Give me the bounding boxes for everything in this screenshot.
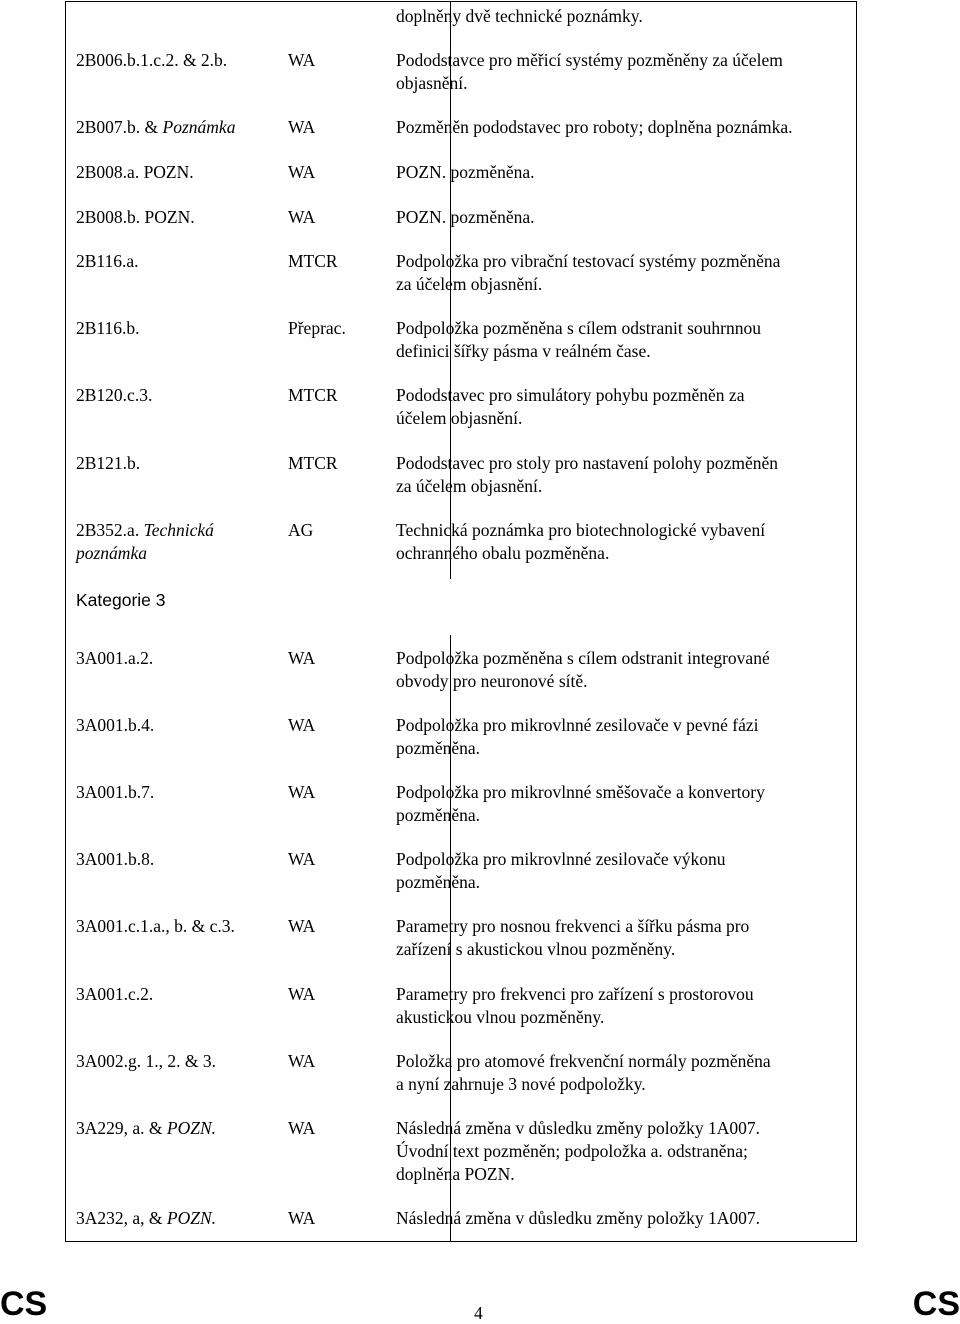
- change-line: Následná změna v důsledku změny položky 1A007.: [396, 1208, 761, 1228]
- regime-body: WA: [288, 1118, 316, 1138]
- regime-body: WA: [288, 162, 316, 182]
- change-line: Parametry pro frekvenci pro zařízení s prostorovou: [396, 984, 754, 1004]
- change-line: definici šířky pásma v reálném čase.: [396, 341, 651, 361]
- regime-body: MTCR: [288, 453, 338, 473]
- change-description: [396, 1117, 760, 1186]
- change-line: POZN. pozměněna.: [396, 207, 535, 227]
- regime-body: WA: [288, 648, 316, 668]
- change-description: [396, 714, 759, 760]
- item-code: 2B120.c.3.: [76, 385, 153, 405]
- item-code: 3A232, a, & POZN.: [76, 1208, 217, 1228]
- change-line: Pozměněn pododstavec pro roboty; doplněna poznámka.: [396, 117, 793, 137]
- change-line: pozměněna.: [396, 738, 481, 758]
- change-line: Technická poznámka pro biotechnologické vybavení: [396, 520, 766, 540]
- change-description: [396, 49, 783, 95]
- change-description: [396, 983, 754, 1029]
- regime-body: WA: [288, 117, 316, 137]
- regime-body: WA: [288, 782, 316, 802]
- item-code: 3A001.c.1.a., b. & c.3.: [76, 916, 235, 936]
- regime-body: MTCR: [288, 251, 338, 271]
- category-heading: Kategorie 3: [76, 590, 166, 610]
- change-description: [396, 915, 749, 961]
- change-line: Podpoložka pro vibrační testovací systémy pozměněna: [396, 251, 781, 271]
- change-line: Položka pro atomové frekvenční normály pozměněna: [396, 1051, 771, 1071]
- change-line: Podpoložka pro mikrovlnné směšovače a konvertory: [396, 782, 765, 802]
- item-code: 3A001.a.2.: [76, 648, 154, 668]
- change-line: POZN. pozměněna.: [396, 162, 535, 182]
- item-code: 2B352.a. Technická poznámka: [76, 520, 214, 563]
- change-line: Podpoložka pozměněna s cílem odstranit integrované: [396, 648, 770, 668]
- change-line: Úvodní text pozměněn; podpoložka a. odstraněna;: [396, 1141, 748, 1161]
- item-code: 2B008.b. POZN.: [76, 207, 195, 227]
- change-line: doplněny dvě technické poznámky.: [396, 6, 643, 26]
- item-code: 2B116.b.: [76, 318, 140, 338]
- footer-language-left: CS: [0, 1285, 48, 1323]
- change-description: [396, 647, 770, 693]
- change-line: zařízení s akustickou vlnou pozměněny.: [396, 939, 676, 959]
- change-description: [396, 452, 778, 498]
- change-line: Pododstavce pro měřicí systémy pozměněny za účelem: [396, 50, 783, 70]
- change-line: doplněna POZN.: [396, 1164, 515, 1184]
- item-code: 2B008.a. POZN.: [76, 162, 194, 182]
- change-line: pozměněna.: [396, 872, 481, 892]
- change-line: ochranného obalu pozměněna.: [396, 543, 610, 563]
- item-code: 3A229, a. & POZN.: [76, 1118, 217, 1138]
- change-line: Podpoložka pozměněna s cílem odstranit souhrnnou: [396, 318, 761, 338]
- item-code: 2B006.b.1.c.2. & 2.b.: [76, 50, 228, 70]
- change-line: účelem objasnění.: [396, 408, 523, 428]
- item-code: 3A001.b.4.: [76, 715, 155, 735]
- change-line: obvody pro neuronové sítě.: [396, 671, 588, 691]
- change-description: [396, 519, 765, 565]
- regime-body: MTCR: [288, 385, 338, 405]
- item-code: 3A002.g. 1., 2. & 3.: [76, 1051, 216, 1071]
- change-description: [396, 250, 780, 296]
- change-line: Parametry pro nosnou frekvenci a šířku pásma pro: [396, 916, 750, 936]
- change-line: za účelem objasnění.: [396, 476, 543, 496]
- change-description: [396, 781, 765, 827]
- regime-body: WA: [288, 849, 316, 869]
- changes-table: [65, 1, 857, 1242]
- change-description: [396, 161, 535, 184]
- change-line: pozměněna.: [396, 805, 481, 825]
- item-code: 2B007.b. & Poznámka: [76, 117, 236, 137]
- change-line: Následná změna v důsledku změny položky 1A007.: [396, 1118, 761, 1138]
- change-line: Pododstavec pro stoly pro nastavení polohy pozměněn: [396, 453, 779, 473]
- change-line: Podpoložka pro mikrovlnné zesilovače v pevné fázi: [396, 715, 759, 735]
- change-line: objasnění.: [396, 73, 468, 93]
- regime-body: WA: [288, 207, 316, 227]
- item-code: 2B121.b.: [76, 453, 141, 473]
- change-line: a nyní zahrnuje 3 nové podpoložky.: [396, 1074, 646, 1094]
- regime-body: WA: [288, 1051, 316, 1071]
- change-description: [396, 384, 744, 430]
- page-number: 4: [474, 1303, 483, 1323]
- footer-language-right: CS: [912, 1285, 960, 1323]
- change-line: Pododstavec pro simulátory pohybu pozměněn za: [396, 385, 745, 405]
- regime-body: WA: [288, 984, 316, 1004]
- regime-body: WA: [288, 1208, 316, 1228]
- regime-body: Přeprac.: [288, 318, 346, 338]
- change-description: [396, 1050, 771, 1096]
- item-code: 2B116.a.: [76, 251, 139, 271]
- change-description: [396, 1207, 760, 1230]
- change-line: za účelem objasnění.: [396, 274, 543, 294]
- item-code: 3A001.b.8.: [76, 849, 155, 869]
- change-line: Podpoložka pro mikrovlnné zesilovače výkonu: [396, 849, 726, 869]
- regime-body: WA: [288, 715, 316, 735]
- item-code: 3A001.c.2.: [76, 984, 154, 1004]
- regime-body: WA: [288, 916, 316, 936]
- change-description: [396, 206, 535, 229]
- change-description: [396, 116, 793, 139]
- change-description: [396, 848, 726, 894]
- regime-body: AG: [288, 520, 314, 540]
- change-description: [396, 5, 643, 28]
- change-line: akustickou vlnou pozměněny.: [396, 1007, 605, 1027]
- change-description: [396, 317, 761, 363]
- item-code: 3A001.b.7.: [76, 782, 155, 802]
- regime-body: WA: [288, 50, 316, 70]
